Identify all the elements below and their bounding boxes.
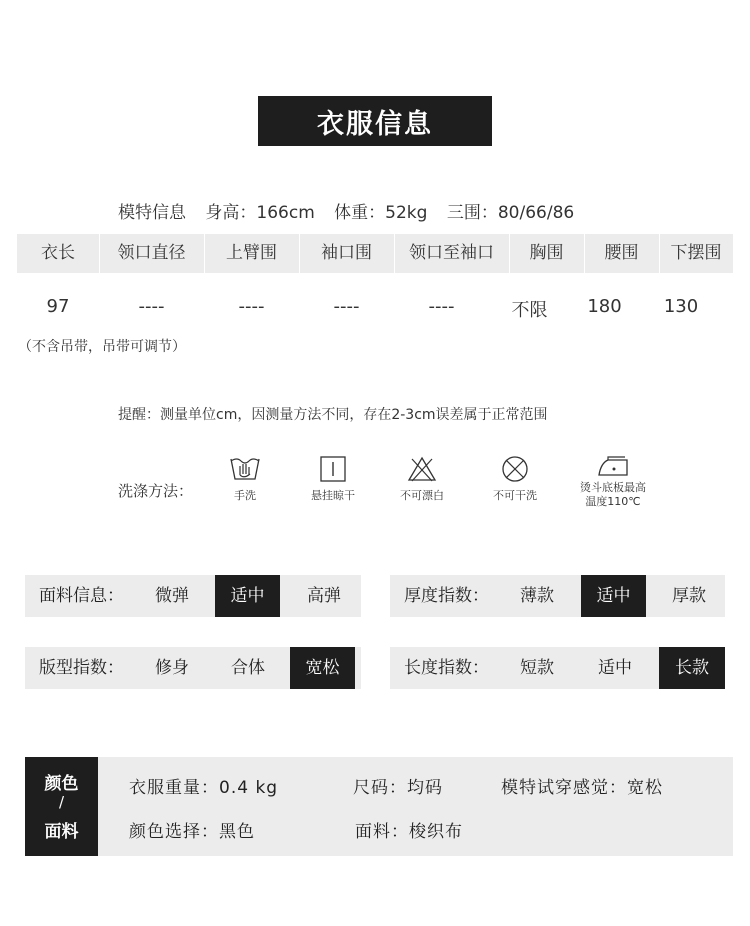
wash-item-hand — [200, 455, 290, 503]
fit-option-slim: 修身 — [155, 658, 189, 678]
iron-icon — [596, 455, 630, 477]
side-label-separator: / — [58, 793, 65, 811]
wash-text-hang: 悬挂晾干 — [311, 489, 355, 502]
header-neck: 领口直径 — [117, 243, 186, 263]
model-weight: 体重：52kg — [334, 203, 428, 223]
fabric-option-medium: 适中 — [215, 575, 280, 617]
value-hem: 130 — [663, 296, 699, 317]
no-bleach-icon — [407, 455, 437, 483]
model-info — [118, 198, 588, 223]
model-measurements: 三围：80/66/86 — [446, 203, 575, 223]
fabric-option-low: 微弹 — [155, 586, 189, 606]
wash-text-iron-line2: 温度110℃ — [585, 495, 641, 508]
wash-text-hand: 手洗 — [234, 489, 256, 502]
fit-label: 版型指数： — [39, 658, 124, 678]
garment-size: 尺码：均码 — [353, 778, 443, 798]
header-hem: 下摆围 — [670, 243, 722, 263]
length-option-long: 长款 — [659, 647, 725, 689]
fabric-label: 面料信息： — [39, 586, 124, 606]
wash-text-iron-line1: 烫斗底板最高 — [580, 481, 646, 494]
wash-text-no-dry-clean: 不可干洗 — [493, 489, 537, 502]
fit-option-loose: 宽松 — [290, 647, 355, 689]
fit-option-regular: 合体 — [231, 658, 265, 678]
value-waist: 180 — [587, 296, 622, 317]
thickness-option-medium: 适中 — [581, 575, 646, 617]
value-chest: 不限 — [511, 300, 548, 321]
model-fit-feeling: 模特试穿感觉：宽松 — [501, 778, 663, 798]
thickness-option-thin: 薄款 — [520, 586, 554, 606]
header-waist: 腰围 — [604, 243, 639, 263]
page-title: 衣服信息 — [258, 96, 492, 146]
strap-note: （不含吊带，吊带可调节） — [18, 339, 186, 355]
thickness-label: 厚度指数： — [404, 586, 489, 606]
header-upper-arm: 上臂围 — [226, 243, 277, 263]
side-label-fabric: 面料 — [44, 822, 79, 842]
value-neck: ---- — [138, 296, 165, 317]
thickness-attribute-row — [390, 575, 725, 617]
wash-item-hang — [288, 455, 378, 503]
value-upper-arm: ---- — [238, 296, 265, 317]
length-option-short: 短款 — [520, 658, 554, 678]
length-option-medium: 适中 — [598, 658, 632, 678]
model-label: 模特信息 — [118, 203, 186, 223]
fabric-option-high: 高弹 — [307, 586, 341, 606]
garment-weight: 衣服重量：0.4 kg — [129, 778, 279, 798]
wash-text-no-bleach: 不可漂白 — [400, 489, 444, 502]
fit-attribute-row — [25, 647, 361, 689]
header-chest: 胸围 — [529, 243, 564, 263]
fabric-type: 面料：梭织布 — [355, 822, 463, 842]
thickness-option-thick: 厚款 — [672, 586, 706, 606]
hand-wash-icon — [229, 455, 261, 483]
wash-item-no-bleach — [377, 455, 467, 503]
length-attribute-row — [390, 647, 725, 689]
value-neck-to-cuff: ---- — [428, 296, 455, 317]
fabric-attribute-row — [25, 575, 361, 617]
size-table-header — [17, 234, 733, 273]
side-label-color: 颜色 — [44, 774, 79, 794]
hang-dry-icon — [319, 455, 347, 483]
measurement-reminder: 提醒：测量单位cm，因测量方法不同，存在2-3cm误差属于正常范围 — [118, 407, 548, 423]
wash-item-no-dry-clean — [470, 455, 560, 503]
color-fabric-side-label — [25, 757, 98, 856]
model-height: 身高：166cm — [205, 203, 315, 223]
header-cuff: 袖口围 — [321, 243, 372, 263]
no-dry-clean-icon — [500, 455, 530, 483]
wash-label: 洗涤方法： — [118, 482, 194, 500]
color-selection: 颜色选择：黑色 — [129, 822, 255, 842]
wash-item-iron — [558, 455, 668, 509]
color-fabric-panel — [25, 757, 733, 856]
header-neck-to-cuff: 领口至袖口 — [409, 243, 494, 263]
value-cuff: ---- — [333, 296, 360, 317]
header-length: 衣长 — [41, 243, 75, 263]
value-length: 97 — [46, 296, 70, 317]
wash-text-iron — [558, 481, 668, 509]
length-label: 长度指数： — [404, 658, 489, 678]
